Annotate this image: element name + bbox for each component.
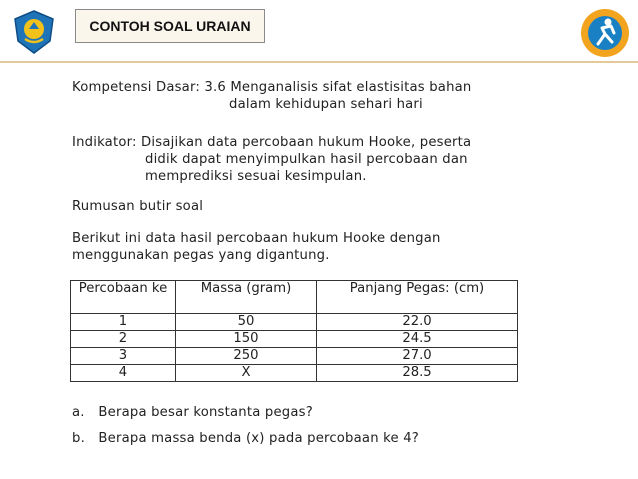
rumusan-heading: Rumusan butir soal xyxy=(72,199,204,214)
table-cell: 27.0 xyxy=(317,348,518,365)
table-cell: 3 xyxy=(71,348,176,365)
indikator-text1: Disajikan data percobaan hukum Hooke, peserta xyxy=(141,135,472,150)
table-row xyxy=(71,348,518,365)
paragraph-line1: Berikut ini data hasil percobaan hukum Hooke dengan xyxy=(72,231,441,246)
table-header-row xyxy=(71,281,518,314)
indikator-line3: memprediksi sesuai kesimpulan. xyxy=(145,169,367,184)
table-row xyxy=(71,365,518,382)
indikator-line1 xyxy=(72,134,562,151)
kompetensi-dasar-line2: dalam kehidupan sehari hari xyxy=(229,97,423,112)
table-cell: 1 xyxy=(71,314,176,331)
table-row xyxy=(71,331,518,348)
table-cell: X xyxy=(176,365,317,382)
page-title: CONTOH SOAL URAIAN xyxy=(75,9,265,43)
tut-wuri-handayani-emblem-icon xyxy=(11,9,57,55)
table-cell: 4 xyxy=(71,365,176,382)
table-cell: 22.0 xyxy=(317,314,518,331)
table-cell: 250 xyxy=(176,348,317,365)
question-a-label: a. xyxy=(72,405,85,420)
indikator-line2: didik dapat menyimpulkan hasil percobaan dan xyxy=(145,152,468,167)
table-cell: 50 xyxy=(176,314,317,331)
question-b-label: b. xyxy=(72,431,85,446)
table-cell: 150 xyxy=(176,331,317,348)
table-cell: 2 xyxy=(71,331,176,348)
table-cell: 24.5 xyxy=(317,331,518,348)
header-divider xyxy=(0,61,638,63)
table-cell: 28.5 xyxy=(317,365,518,382)
running-figure-logo-icon xyxy=(578,6,632,60)
table-row xyxy=(71,314,518,331)
table-header-percobaan: Percobaan ke xyxy=(71,281,176,314)
table-header-massa: Massa (gram) xyxy=(176,281,317,314)
hooke-data-table xyxy=(70,280,518,382)
table-header-panjang: Panjang Pegas: (cm) xyxy=(317,281,518,314)
question-b-text: Berapa massa benda (x) pada percobaan ke 4? xyxy=(98,431,420,446)
indikator-label: Indikator: xyxy=(72,135,137,150)
question-a xyxy=(72,405,313,420)
question-a-text: Berapa besar konstanta pegas? xyxy=(98,405,313,420)
question-b xyxy=(72,431,419,446)
paragraph-line2: menggunakan pegas yang digantung. xyxy=(72,248,330,263)
kompetensi-dasar-line1: Kompetensi Dasar: 3.6 Menganalisis sifat elastisitas bahan xyxy=(72,80,472,95)
